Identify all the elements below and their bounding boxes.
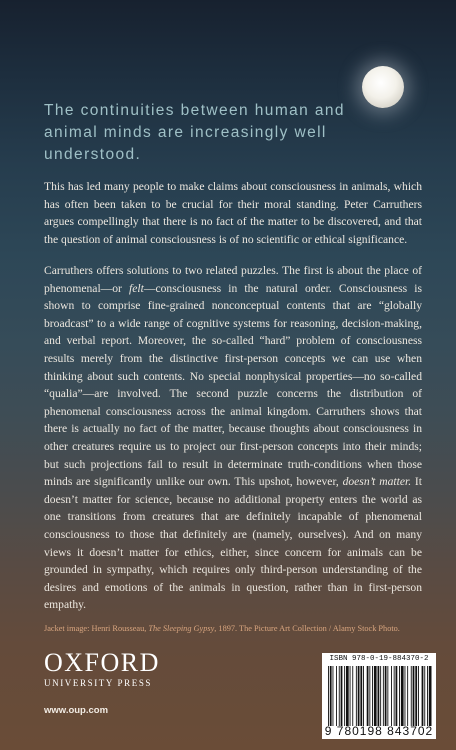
description-paragraph-1: This has led many people to make claims about consciousness in animals, which has often been taken to be crucial for their moral standing. Peter Carruthers argues compellingly that there is no fact of the matter to be discovered, and that the question of animal consciousness is of no scientific or ethical significance. bbox=[44, 180, 422, 246]
description-paragraph-2 bbox=[44, 262, 422, 614]
credit-prefix: Jacket image: Henri Rousseau, bbox=[44, 624, 149, 633]
paragraph2-emphasis-felt: felt bbox=[129, 281, 144, 295]
barcode bbox=[322, 653, 436, 739]
barcode-digits: 9 780198 843702 bbox=[324, 724, 434, 738]
barcode-bars bbox=[326, 666, 432, 726]
publisher-url: www.oup.com bbox=[44, 705, 109, 716]
paragraph2-emphasis-doesnt-matter: doesn’t matter. bbox=[342, 475, 412, 489]
credit-suffix: , 1897. The Picture Art Collection / Alamy Stock Photo. bbox=[214, 624, 400, 633]
credit-artwork-title: The Sleeping Gypsy bbox=[148, 624, 215, 633]
paragraph2-text-c: It doesn’t matter for science, because no additional property enters the world as one transitions from creatures that are definitely incapable of phenomenal consciousness to those that definitely are (namely, ourselves). And on many views it doesn’t matter for ethics, either, since concern for animals can be grounded in sympathy, which requires only third-person understanding of the desires and emotions of the animals in question, rather than in first-person empathy. bbox=[44, 475, 422, 612]
isbn-text: ISBN 978-0-19-884370-2 bbox=[329, 655, 429, 663]
paragraph2-text-b: —consciousness in the natural order. Consciousness is shown to comprise fine-grained nonconceptual contents that are “globally broadcast” to a wide range of cognitive systems for reasoning, decision-making, and verbal report. Moreover, the so-called “hard” problem of consciousness results merely from the distinctive first-person concepts we can use when thinking about such contents. No special nonphysical properties—no so-called “qualia”—are involved. The second puzzle concerns the distribution of phenomenal consciousness across the animal kingdom. Carruthers shows that there is actually no fact of the matter, because thoughts about consciousness in other creatures require us to project our first-person concepts into their minds; but such projections fail to result in determinate truth-conditions when those minds are significantly unlike our own. This upshot, however, bbox=[44, 281, 423, 489]
paragraph2-text-a: Carruthers offers solutions to two related puzzles. The first is about the place of phenomenal—or bbox=[44, 264, 422, 295]
publisher-name: OXFORD bbox=[44, 648, 160, 677]
publisher-subtitle: UNIVERSITY PRESS bbox=[44, 678, 153, 688]
publisher-logo bbox=[44, 650, 174, 688]
jacket-image-credit bbox=[44, 624, 444, 633]
tagline: The continuities between human and animal minds are increasingly well understood. bbox=[44, 102, 345, 163]
